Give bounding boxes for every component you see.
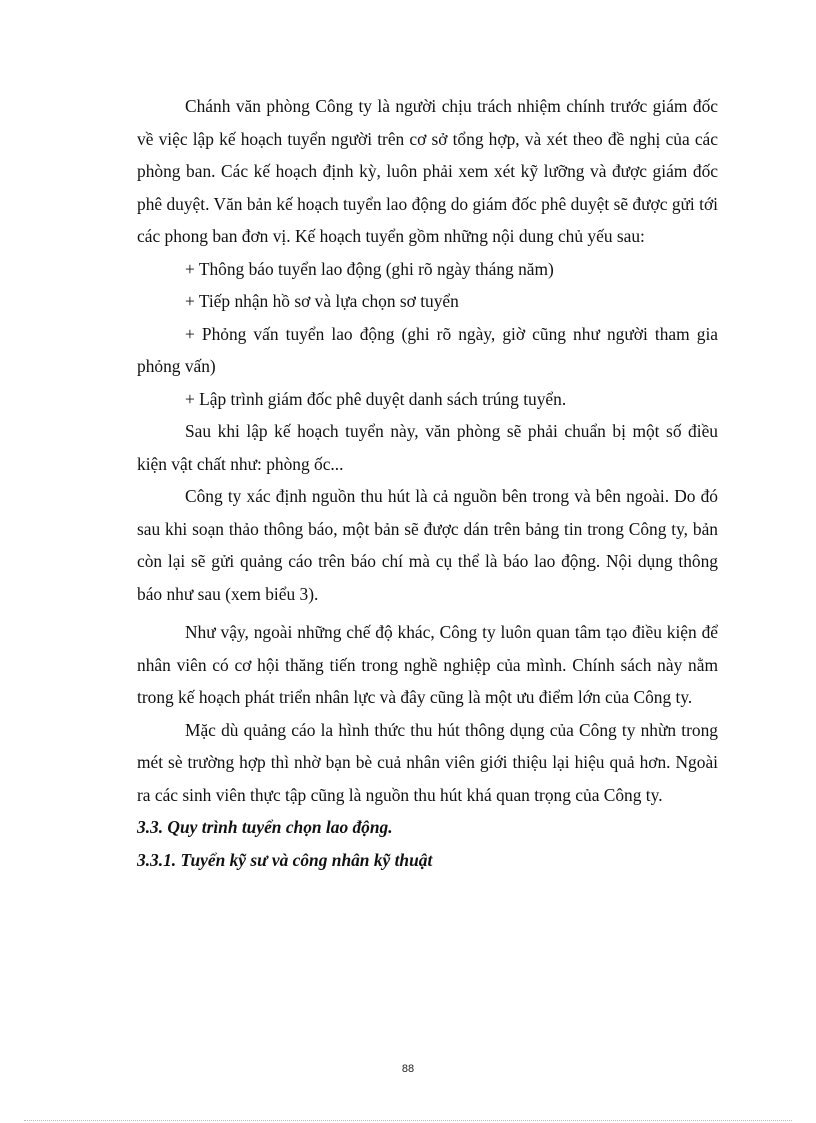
section-heading-3-3-1: 3.3.1. Tuyển kỹ sư và công nhân kỹ thuật bbox=[137, 849, 433, 870]
section-heading-3-3: 3.3. Quy trình tuyển chọn lao động. bbox=[137, 817, 393, 837]
bullet-announcement: + Thông báo tuyển lao động (ghi rõ ngày tháng năm) bbox=[185, 258, 554, 279]
document-body bbox=[137, 90, 718, 876]
paragraph-preparation: Sau khi lập kế hoạch tuyển này, văn phòng sẽ phải chuẩn bị một số điều kiện vật chất như: phòng ốc... bbox=[137, 421, 718, 474]
paragraph-recruitment-sources: Công ty xác định nguồn thu hút là cả nguồn bên trong và bên ngoài. Do đó sau khi soạn thảo thông báo, một bản sẽ được dán trên bảng tin trong Công ty, bản còn lại sẽ gửi quảng cáo trên báo chí mà cụ thể là báo lao động. Nội dụng thông báo như sau (xem biểu 3). bbox=[137, 486, 718, 604]
bullet-interview: + Phỏng vấn tuyển lao động (ghi rõ ngày, giờ cũng như người tham gia phỏng vấn) bbox=[137, 323, 718, 376]
footer-divider bbox=[24, 1120, 792, 1121]
bullet-approval: + Lập trình giám đốc phê duyệt danh sách trúng tuyển. bbox=[185, 388, 567, 409]
page-number: 88 bbox=[401, 1063, 415, 1075]
bullet-application-intake: + Tiếp nhận hồ sơ và lựa chọn sơ tuyển bbox=[185, 291, 459, 311]
paragraph-planning: Chánh văn phòng Công ty là người chịu trách nhiệm chính trước giám đốc về việc lập kế hoạch tuyển người trên cơ sở tổng hợp, và xét theo đề nghị của các phòng ban. Các kế hoạch định kỳ, luôn phải xem xét kỹ lưỡng và được giám đốc phê duyệt. Văn bản kế hoạch tuyển lao động do giám đốc phê duyệt sẽ được gửi tới các phong ban đơn vị. Kế hoạch tuyển gồm những nội dung chủ yếu sau: bbox=[137, 96, 718, 246]
paragraph-promotion: Như vậy, ngoài những chế độ khác, Công ty luôn quan tâm tạo điều kiện để nhân viên có cơ hội thăng tiến trong nghề nghiệp của mình. Chính sách này nằm trong kế hoạch phát triển nhân lực và đây cũng là một ưu điểm lớn của Công ty. bbox=[137, 622, 718, 707]
paragraph-referrals: Mặc dù quảng cáo la hình thức thu hút thông dụng của Công ty nhừn trong mét sè trường hợp thì nhờ bạn bè cuả nhân viên giới thiệu lại hiệu quả hơn. Ngoài ra các sinh viên thực tập cũng là nguồn thu hút khá quan trọng của Công ty. bbox=[137, 719, 718, 805]
